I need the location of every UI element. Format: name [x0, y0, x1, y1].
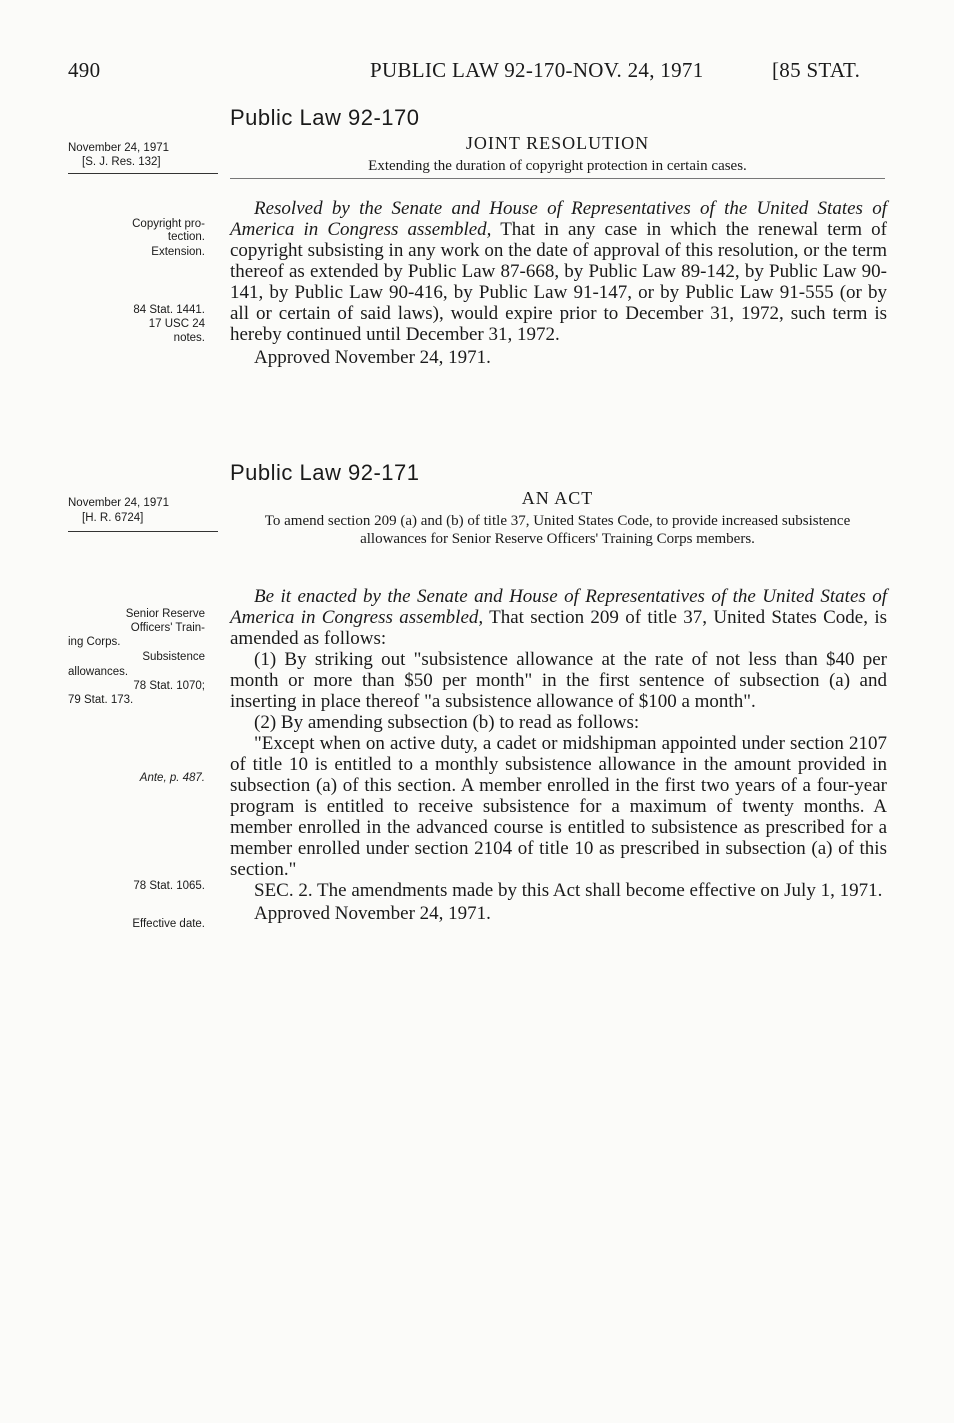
law2-margin-note-4: Subsistence	[142, 651, 205, 663]
law2-margin-note-5: allowances.	[68, 666, 129, 678]
law1-title: Extending the duration of copyright protection in certain cases.	[368, 158, 747, 174]
law2-sec2-label: SEC. 2.	[254, 880, 313, 901]
law1-margin-date: November 24, 1971	[68, 142, 170, 154]
law2-paragraph-2: (2) By amending subsection (b) to read as follows:	[254, 712, 640, 733]
law2-title: To amend section 209 (a) and (b) of title 37, United States Code, to provide increased subsistence allowances for Senior Reserve Officers' Training Corps members.	[264, 513, 851, 547]
volume-reference: [85 STAT.	[772, 58, 861, 82]
law2-margin-date: November 24, 1971	[68, 497, 170, 509]
law1-body	[230, 198, 887, 368]
law2-type: AN ACT	[521, 488, 594, 508]
law2-paragraph-3: "Except when on active duty, a cadet or midshipman appointed under section 2107 of title 10 is entitled to a monthly subsistence allowance in the amount provided in subsection (a) of this section. A member enrolled in the first two years of a four-year program is entitled to receive subsistence for a maximum of twenty months. A member enrolled in the advanced course is entitled to subsistence as prescribed for a member enrolled under section 2104 of title 10 as prescribed in subsection (a) of this section."	[230, 733, 887, 880]
law2-body	[230, 586, 887, 924]
law2-margin-note-1: Senior Reserve	[125, 608, 205, 620]
law1-margin-note-1: Copyright pro-	[132, 218, 205, 230]
law2-margin-rule	[68, 531, 218, 532]
law2-margin-note-3: ing Corps.	[68, 636, 121, 648]
law2-margin-bill: [H. R. 6724]	[82, 512, 144, 524]
law1-margin-note-2: tection.	[167, 231, 205, 243]
law1-approved: Approved November 24, 1971.	[254, 347, 491, 368]
law2-sec2-text: The amendments made by this Act shall become effective on July 1, 1971.	[317, 880, 883, 901]
law1-margin-bill: [S. J. Res. 132]	[82, 156, 161, 168]
law1-margin-cite-1: 84 Stat. 1441.	[133, 304, 205, 316]
law2-margin-effective: Effective date.	[132, 918, 205, 930]
law2-enacting-clause: Be it enacted by the Senate and House of Representatives of the United States of America in Congress assembled,	[230, 586, 887, 628]
law1-type: JOINT RESOLUTION	[465, 133, 650, 153]
law1-enacting-clause: Resolved by the Senate and House of Representatives of the United States of America in Congress assembled,	[230, 198, 887, 240]
law2-margin-stat: 78 Stat. 1065.	[133, 880, 205, 892]
law1-text: That in any case in which the renewal term of copyright subsisting in any work on the date of approval of this resolution, or the term thereof as extended by Public Law 87-668, by Public Law 89-142, by Public Law 90-141, by Public Law 90-416, by Public Law 91-147, or by Public Law 91-555 (or by all or certain of said laws), would expire prior to December 31, 1972, such term is hereby continued until December 31, 1972.	[230, 219, 887, 345]
law1-margin-cite-3: notes.	[173, 332, 205, 344]
running-title: PUBLIC LAW 92-170-NOV. 24, 1971	[370, 58, 704, 82]
law1-title-rule	[230, 178, 885, 179]
law2-margin-note-6: 78 Stat. 1070;	[133, 680, 205, 692]
law2-paragraph-1: (1) By striking out "subsistence allowance at the rate of not less than $40 per month or more than $50 per month" in the first sentence of subsection (a) and inserting in place thereof "a subsistence allowance of $100 a month".	[230, 649, 887, 712]
law2-margin-note-7: 79 Stat. 173.	[68, 694, 134, 706]
law1-margin-rule	[68, 173, 218, 174]
law2-heading: Public Law 92-171	[230, 460, 420, 485]
law1-margin-note-3: Extension.	[151, 246, 205, 258]
law2-intro: That section 209 of title 37, United States Code, is amended as follows:	[230, 607, 887, 649]
law1-heading: Public Law 92-170	[230, 105, 420, 130]
law2-margin-ante: Ante, p. 487.	[139, 772, 205, 784]
law2-approved: Approved November 24, 1971.	[254, 903, 491, 924]
law1-margin-cite-2: 17 USC 24	[148, 318, 205, 330]
page-number: 490	[68, 58, 101, 82]
law2-margin-note-2: Officers' Train-	[130, 622, 205, 634]
